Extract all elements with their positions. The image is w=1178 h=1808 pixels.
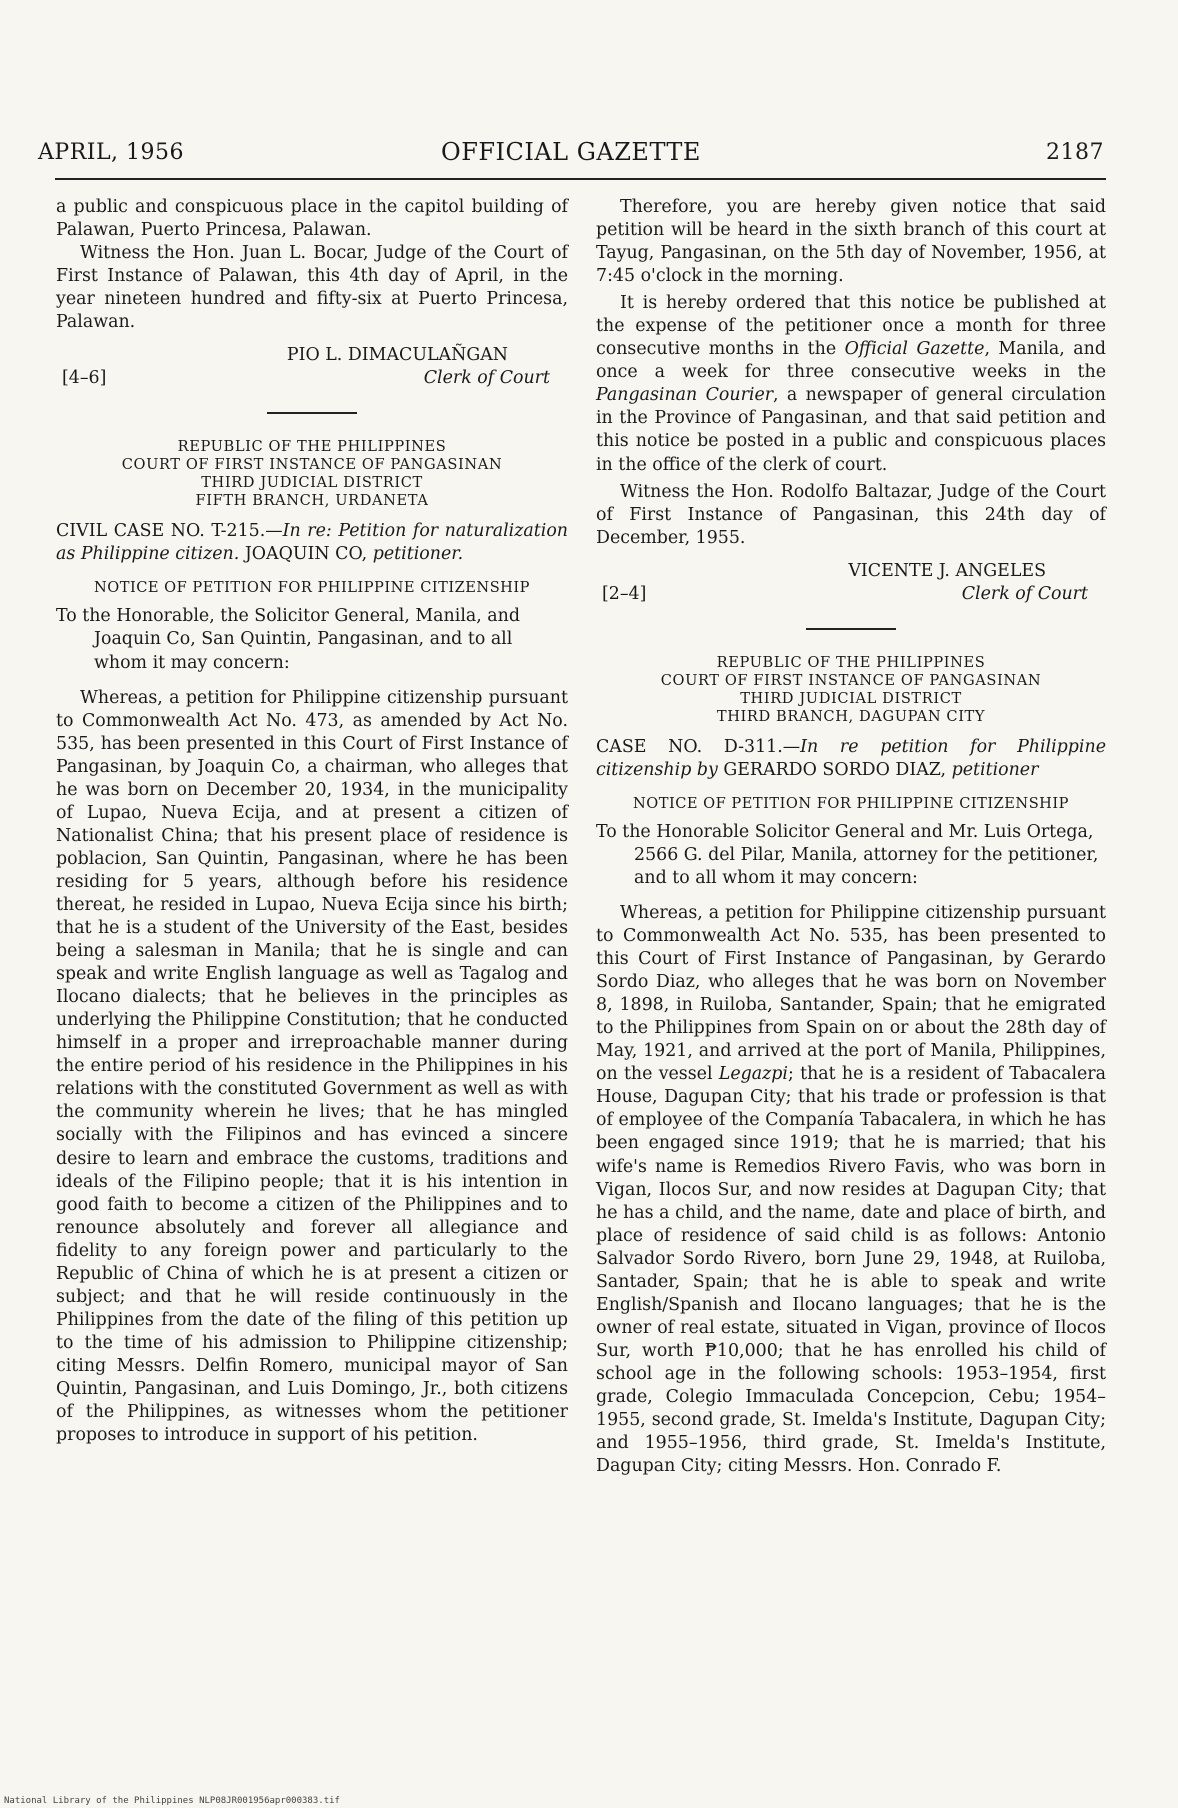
court-line: REPUBLIC OF THE PHILIPPINES <box>716 653 986 671</box>
petition-body <box>596 902 1106 1478</box>
case-caption <box>596 736 1106 782</box>
courier-name: Pangasinan Courier <box>596 385 774 406</box>
publication-title: OFFICIAL GAZETTE <box>441 138 701 166</box>
petitioner-name: GERARDO SORDO DIAZ, <box>717 759 947 780</box>
addressee: To the Honorable, the Solicitor General, Manila, and Joaquin Co, San Quintin, Pangasinan, and to all whom it may concern: <box>56 606 521 673</box>
signatory-name: PIO L. DIMACULAÑGAN <box>286 345 508 366</box>
left-column <box>56 196 568 1447</box>
hearing-notice: Therefore, you are hereby given notice that said petition will be heard in the sixth branch of this court at Tayug, Pangasinan, on the 5th day of November, 1956, at 7:45 o'clock in the morning. <box>596 197 1106 287</box>
issue-date: APRIL, 1956 <box>38 140 185 165</box>
court-line: COURT OF FIRST INSTANCE OF PANGASINAN <box>121 456 503 474</box>
case-title: In re: Petition for naturalization as Philippine citizen. <box>56 521 568 565</box>
court-line: THIRD JUDICIAL DISTRICT <box>740 689 962 707</box>
signature-block <box>596 560 1106 610</box>
notice-title: NOTICE OF PETITION FOR PHILIPPINE CITIZENSHIP <box>632 794 1069 812</box>
addressee: To the Honorable Solicitor General and Mr. Luis Ortega, 2566 G. del Pilar, Manila, attorney for the petitioner, and to all whom it may concern: <box>596 821 1099 888</box>
petition-body: Whereas, a petition for Philippine citizenship pursuant to Commonwealth Act No. 473, as amended by Act No. 535, has been presented in this Court of First Instance of Pangasinan, by Joaquin Co, a chairman, who alleges that he was born on December 20, 1934, in the municipality of Lupao, Nueva Ecija, and at present a citizen of Nationalist China; that his present place of residence is poblacion, San Quintin, Pangasinan, where he has been residing for 5 years, although before his residence thereat, he resided in Lupao, Nueva Ecija since his birth; that he is a student of the University of the East, besides being a salesman in Manila; that he is single and can speak and write English language as well as Tagalog and Ilocano dialects; that he believes in the principles as underlying the Philippine Constitution; that he conducted himself in a proper and irreproachable manner during the entire period of his residence in the Philippines in his relations with the constituted Government as well as with the community wherein he lives; that he has mingled socially with the Filipinos and has evinced a sincere desire to learn and embrace the customs, traditions and ideals of the Filipino people; that it is his intention in good faith to become a citizen of the Philippines and to renounce absolutely and forever all allegiance and fidelity to any foreign power and particularly to the Republic of China of which he is at present a citizen or subject; and that he will reside continuously in the Philippines from the date of the filing of this petition up to the time of his admission to Philippine citizenship; citing Messrs. Delfin Romero, municipal mayor of San Quintin, Pangasinan, and Luis Domingo, Jr., both citizens of the Philippines, as witnesses whom the petitioner proposes to introduce in support of his petition. <box>56 687 568 1446</box>
publication-code: [4–6] <box>62 368 107 389</box>
court-line: COURT OF FIRST INSTANCE OF PANGASINAN <box>660 671 1042 689</box>
court-line: THIRD BRANCH, DAGUPAN CITY <box>716 707 986 725</box>
signature-block <box>56 344 568 394</box>
case-title: In re petition for Philippine citizenship by <box>596 736 1106 780</box>
notice-title: NOTICE OF PETITION FOR PHILIPPINE CITIZENSHIP <box>93 579 530 597</box>
case-number: CIVIL CASE NO. T-215.— <box>56 521 283 542</box>
court-line: THIRD JUDICIAL DISTRICT <box>201 474 423 492</box>
court-line: FIFTH BRANCH, URDANETA <box>195 492 429 510</box>
court-header <box>56 438 568 510</box>
body-text: Whereas, a petition for Philippine citizenship pursuant to Commonwealth Act No. 535, has been presented to this Court of First Instance of Pangasinan, by Gerardo Sordo Diaz, who alleges that he was born on November 8, 1898, in Ruiloba, Santander, Spain; that he emigrated to the Philippines from Spain on or about the 28th day of May, 1921, and arrived at the port of Manila, Philippines, on the vessel <box>596 902 1106 1085</box>
section-separator <box>806 628 896 630</box>
witness-paragraph: Witness the Hon. Rodolfo Baltazar, Judge of the Court of First Instance of Pangasinan, this 24th day of December, 1955. <box>596 481 1106 548</box>
order-text: , a newspaper of general circulation in the Province of Pangasinan, and that said petition and this notice be posted in a public and conspicuous places in the office of the clerk of court. <box>596 385 1106 475</box>
court-header <box>596 654 1106 726</box>
signatory-title: Clerk of Court <box>423 368 550 389</box>
gazette-name: Official Gazette <box>844 339 985 360</box>
scan-footer: National Library of the Philippines NLP08JR001956apr000383.tif <box>4 1796 340 1806</box>
publication-code: [2–4] <box>602 583 647 604</box>
page-number: 2187 <box>1046 140 1104 165</box>
order-text: , Manila, and once a week for three consecutive weeks in the <box>596 339 1106 383</box>
signatory-title: Clerk of Court <box>961 583 1088 604</box>
continuation-text: a public and conspicuous place in the capitol building of Palawan, Puerto Princesa, Palawan. <box>56 197 568 241</box>
petitioner-name: JOAQUIN CO, <box>239 544 368 565</box>
order-text: It is hereby ordered that this notice be published at the expense of the petitioner once a month for three consecutive months in the <box>596 293 1106 360</box>
case-caption <box>56 520 568 566</box>
signatory-name: VICENTE J. ANGELES <box>848 560 1046 581</box>
petitioner-role: petitioner <box>946 759 1039 780</box>
section-separator <box>267 412 357 414</box>
right-column <box>596 196 1106 1478</box>
header-rule <box>55 178 1106 180</box>
vessel-name: Legazpi <box>718 1064 788 1085</box>
witness-paragraph: Witness the Hon. Juan L. Bocar, Judge of the Court of First Instance of Palawan, this 4th day of April, in the year nineteen hundred and fifty-six at Puerto Princesa, Palawan. <box>56 243 568 333</box>
publication-order <box>596 292 1106 476</box>
page-header <box>38 136 1104 176</box>
court-line: REPUBLIC OF THE PHILIPPINES <box>177 438 447 456</box>
petitioner-role: petitioner. <box>367 544 464 565</box>
body-text: ; that he is a resident of Tabacalera House, Dagupan City; that his trade or profession is that of employee of the Companía Tabacalera, in which he has been engaged since 1919; that he is married; that his wife's name is Remedios Rivero Favis, who was born in Vigan, Ilocos Sur, and now resides at Dagupan City; that he has a child, and the name, date and place of birth, and place of residence of said child is as follows: Antonio Salvador Sordo Rivero, born June 29, 1948, at Ruiloba, Santader, Spain; that he is able to speak and write English/Spanish and Ilocano languages; that he is the owner of real estate, situated in Vigan, province of Ilocos Sur, worth ₱10,000; that he has enrolled his child of school age in the following schools: 1953–1954, first grade, Colegio Immaculada Concepcion, Cebu; 1954–1955, second grade, St. Imelda's Institute, Dagupan City; and 1955–1956, third grade, St. Imelda's Institute, Dagupan City; citing Messrs. Hon. Conrado F. <box>596 1064 1106 1477</box>
case-number: CASE NO. D-311.— <box>596 736 801 757</box>
